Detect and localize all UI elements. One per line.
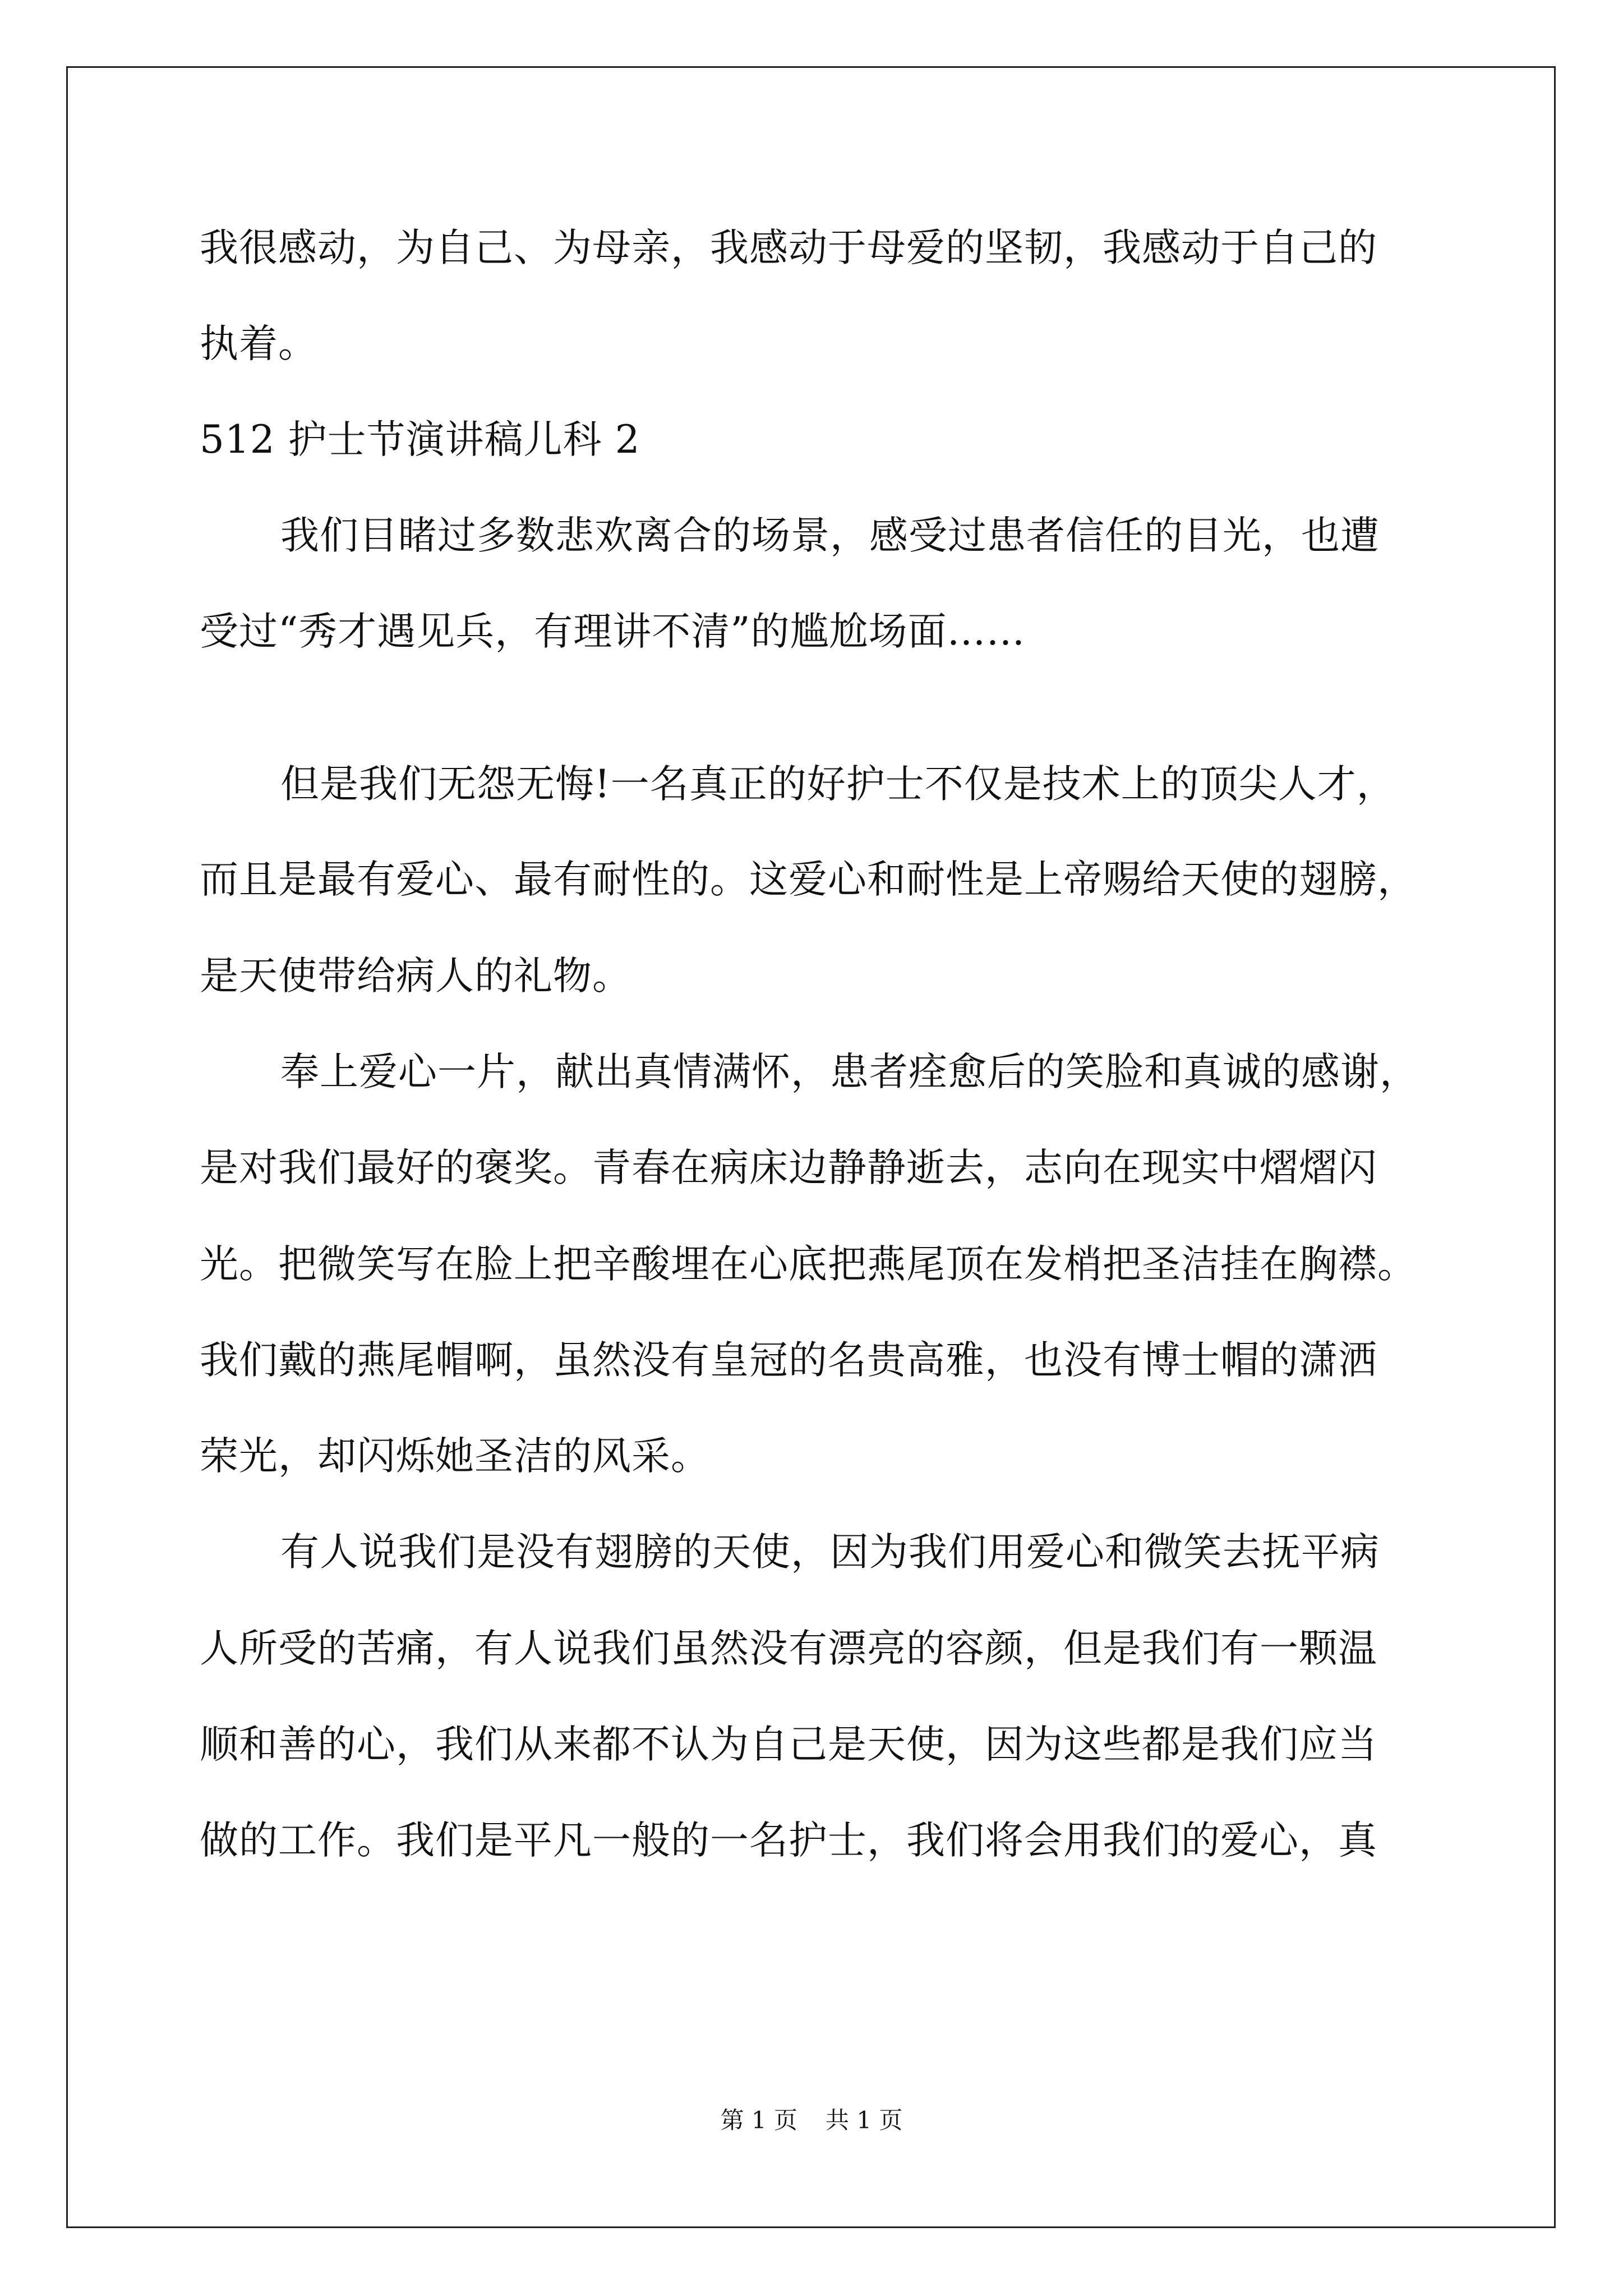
page-footer: [0, 2106, 1623, 2134]
paragraph-line: 光。把微笑写在脸上把辛酸埋在心底把燕尾顶在发梢把圣洁挂在胸襟。: [200, 1242, 1417, 1287]
paragraph-line: 是对我们最好的褒奖。青春在病床边静静逝去，志向在现实中熠熠闪: [200, 1145, 1377, 1190]
page-total: 共 1 页: [826, 2106, 903, 2134]
paragraph-line: 执着。: [200, 321, 317, 366]
paragraph-line: 做的工作。我们是平凡一般的一名护士，我们将会用我们的爱心，真: [200, 1818, 1377, 1863]
paragraph-line: 有人说我们是没有翅膀的天使，因为我们用爱心和微笑去抚平病: [280, 1530, 1380, 1575]
paragraph-line: 荣光，却闪烁她圣洁的风采。: [200, 1434, 710, 1479]
paragraph-line: 而且是最有爱心、最有耐性的。这爱心和耐性是上帝赐给天使的翅膀，: [200, 857, 1417, 902]
page-number: 第 1 页: [720, 2106, 797, 2134]
paragraph-line: 受过“秀才遇见兵，有理讲不清”的尴尬场面……: [200, 609, 1026, 654]
paragraph-line: 是天使带给病人的礼物。: [200, 954, 631, 999]
section-heading: 512 护士节演讲稿儿科 2: [200, 417, 640, 462]
paragraph-line: 奉上爱心一片，献出真情满怀，患者痊愈后的笑脸和真诚的感谢，: [280, 1050, 1419, 1094]
paragraph-line: 我们戴的燕尾帽啊，虽然没有皇冠的名贵高雅，也没有博士帽的潇洒: [200, 1338, 1377, 1383]
paragraph-line: 我们目睹过多数悲欢离合的场景，感受过患者信任的目光，也遭: [280, 513, 1380, 558]
paragraph-line: 但是我们无怨无悔!一名真正的好护士不仅是技术上的顶尖人才，: [280, 762, 1396, 807]
paragraph-line: 顺和善的心，我们从来都不认为自己是天使，因为这些都是我们应当: [200, 1722, 1377, 1767]
paragraph-line: 人所受的苦痛，有人说我们虽然没有漂亮的容颜，但是我们有一颗温: [200, 1626, 1377, 1671]
paragraph-line: 我很感动，为自己、为母亲，我感动于母爱的坚韧，我感动于自己的: [200, 226, 1377, 270]
